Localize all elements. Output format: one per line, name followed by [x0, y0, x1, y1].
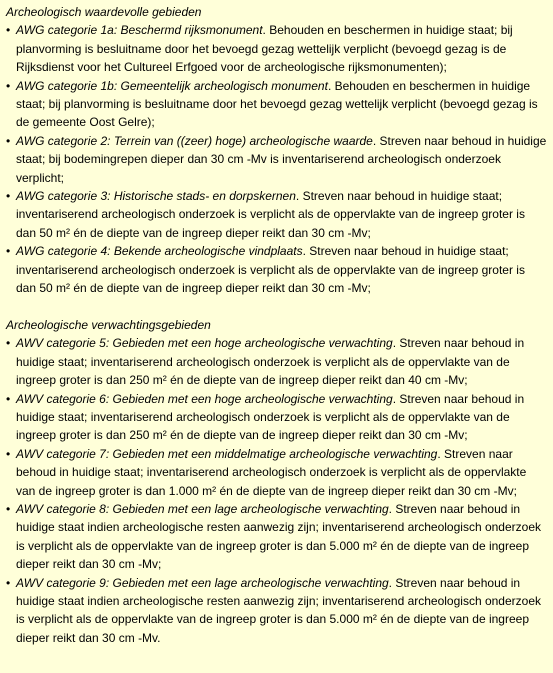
item-text: . Streven naar behoud in huidige staat; inventariserend archeologisch onderzoek is verplicht als de oppervlakte van de ingreep groter is dan 250 m² én de diepte van de ingreep dieper reikt dan 40 cm -Mv; [16, 336, 525, 388]
list-item [6, 334, 547, 389]
item-text: . Streven naar behoud in huidige staat; bij bodemingrepen dieper dan 30 cm -Mv is inventariserend archeologisch onderzoek verplicht; [16, 133, 547, 185]
item-lead: AWV categorie 9: Gebieden met een lage archeologische verwachting [16, 575, 389, 590]
bullet-icon: • [6, 575, 11, 590]
bullet-icon: • [6, 501, 11, 516]
bullet-icon: • [6, 78, 11, 93]
item-text: . Streven naar behoud in huidige staat indien archeologische resten aanwezig zijn; inventariserend archeologisch onderzoek is verplicht als de oppervlakte van de ingreep groter is dan 5.000 m² én de diepte van de ingreep dieper reikt dan 30 cm -Mv. [16, 575, 541, 645]
bullet-icon: • [6, 23, 11, 38]
awg-list [6, 21, 547, 297]
item-lead: AWG categorie 1a: Beschermd rijksmonument [16, 23, 263, 38]
section-heading-awg: Archeologisch waardevolle gebieden [6, 5, 202, 19]
bullet-icon: • [6, 446, 11, 461]
item-text: . Streven naar behoud in huidige staat; inventariserend archeologisch onderzoek is verplicht als de oppervlakte van de ingreep groter is dan 50 m² én de diepte van de ingreep dieper reikt dan 30 cm -Mv; [16, 244, 525, 296]
item-text: . Streven naar behoud in huidige staat; inventariserend archeologisch onderzoek is verplicht als de oppervlakte van de ingreep groter is dan 250 m² én de diepte van de ingreep dieper reikt dan 30 cm -Mv; [16, 391, 525, 443]
item-text: . Behouden en beschermen in huidige staat; bij planvorming is besluitname door het bevoegd gezag wettelijk verplicht (bevoegd gezag is de gemeente Oost Gelre); [16, 78, 538, 130]
item-lead: AWV categorie 7: Gebieden met een middelmatige archeologische verwachting [16, 446, 438, 461]
item-text: . Streven naar behoud in huidige staat; inventariserend archeologisch onderzoek is verplicht als de oppervlakte van de ingreep groter is dan 1.000 m² én de diepte van de ingreep dieper reikt dan 30 cm -Mv; [16, 446, 527, 498]
list-item [6, 132, 547, 187]
list-item [6, 574, 547, 648]
item-lead: AWV categorie 8: Gebieden met een lage archeologische verwachting [16, 501, 389, 516]
item-lead: AWV categorie 5: Gebieden met een hoge archeologische verwachting [16, 336, 393, 351]
awv-list [6, 334, 547, 647]
item-lead: AWG categorie 2: Terrein van ((zeer) hoge) archeologische waarde [16, 133, 373, 148]
bullet-icon: • [6, 133, 11, 148]
list-item [6, 21, 547, 76]
list-item [6, 445, 547, 500]
section-spacer [6, 298, 547, 316]
item-lead: AWG categorie 1b: Gemeentelijk archeologisch monument [16, 78, 328, 93]
item-lead: AWG categorie 3: Historische stads- en dorpskernen [16, 189, 296, 204]
bullet-icon: • [6, 391, 11, 406]
bullet-icon: • [6, 189, 11, 204]
item-lead: AWV categorie 6: Gebieden met een hoge archeologische verwachting [16, 391, 393, 406]
bullet-icon: • [6, 244, 11, 259]
bullet-icon: • [6, 336, 11, 351]
section-heading-awv: Archeologische verwachtingsgebieden [6, 317, 211, 332]
list-item [6, 390, 547, 445]
list-item [6, 242, 547, 297]
item-text: . Behouden en beschermen in huidige staat; bij planvorming is besluitname door het bevoegd gezag wettelijk verplicht (bevoegd gezag is de Rijksdienst voor het Cultureel Erfgoed voor de archeologische rijksmonumenten); [16, 23, 513, 75]
item-lead: AWG categorie 4: Bekende archeologische vindplaats [16, 244, 303, 259]
list-item [6, 500, 547, 574]
item-text: . Streven naar behoud in huidige staat; inventariserend archeologisch onderzoek is verplicht als de oppervlakte van de ingreep groter is dan 50 m² én de diepte van de ingreep dieper reikt dan 30 cm -Mv; [16, 189, 525, 240]
list-item [6, 77, 547, 132]
item-text: . Streven naar behoud in huidige staat indien archeologische resten aanwezig zijn; inventariserend archeologisch onderzoek is verplicht als de oppervlakte van de ingreep groter is dan 5.000 m² én de diepte van de ingreep dieper reikt dan 30 cm -Mv; [16, 501, 541, 572]
list-item [6, 187, 547, 242]
